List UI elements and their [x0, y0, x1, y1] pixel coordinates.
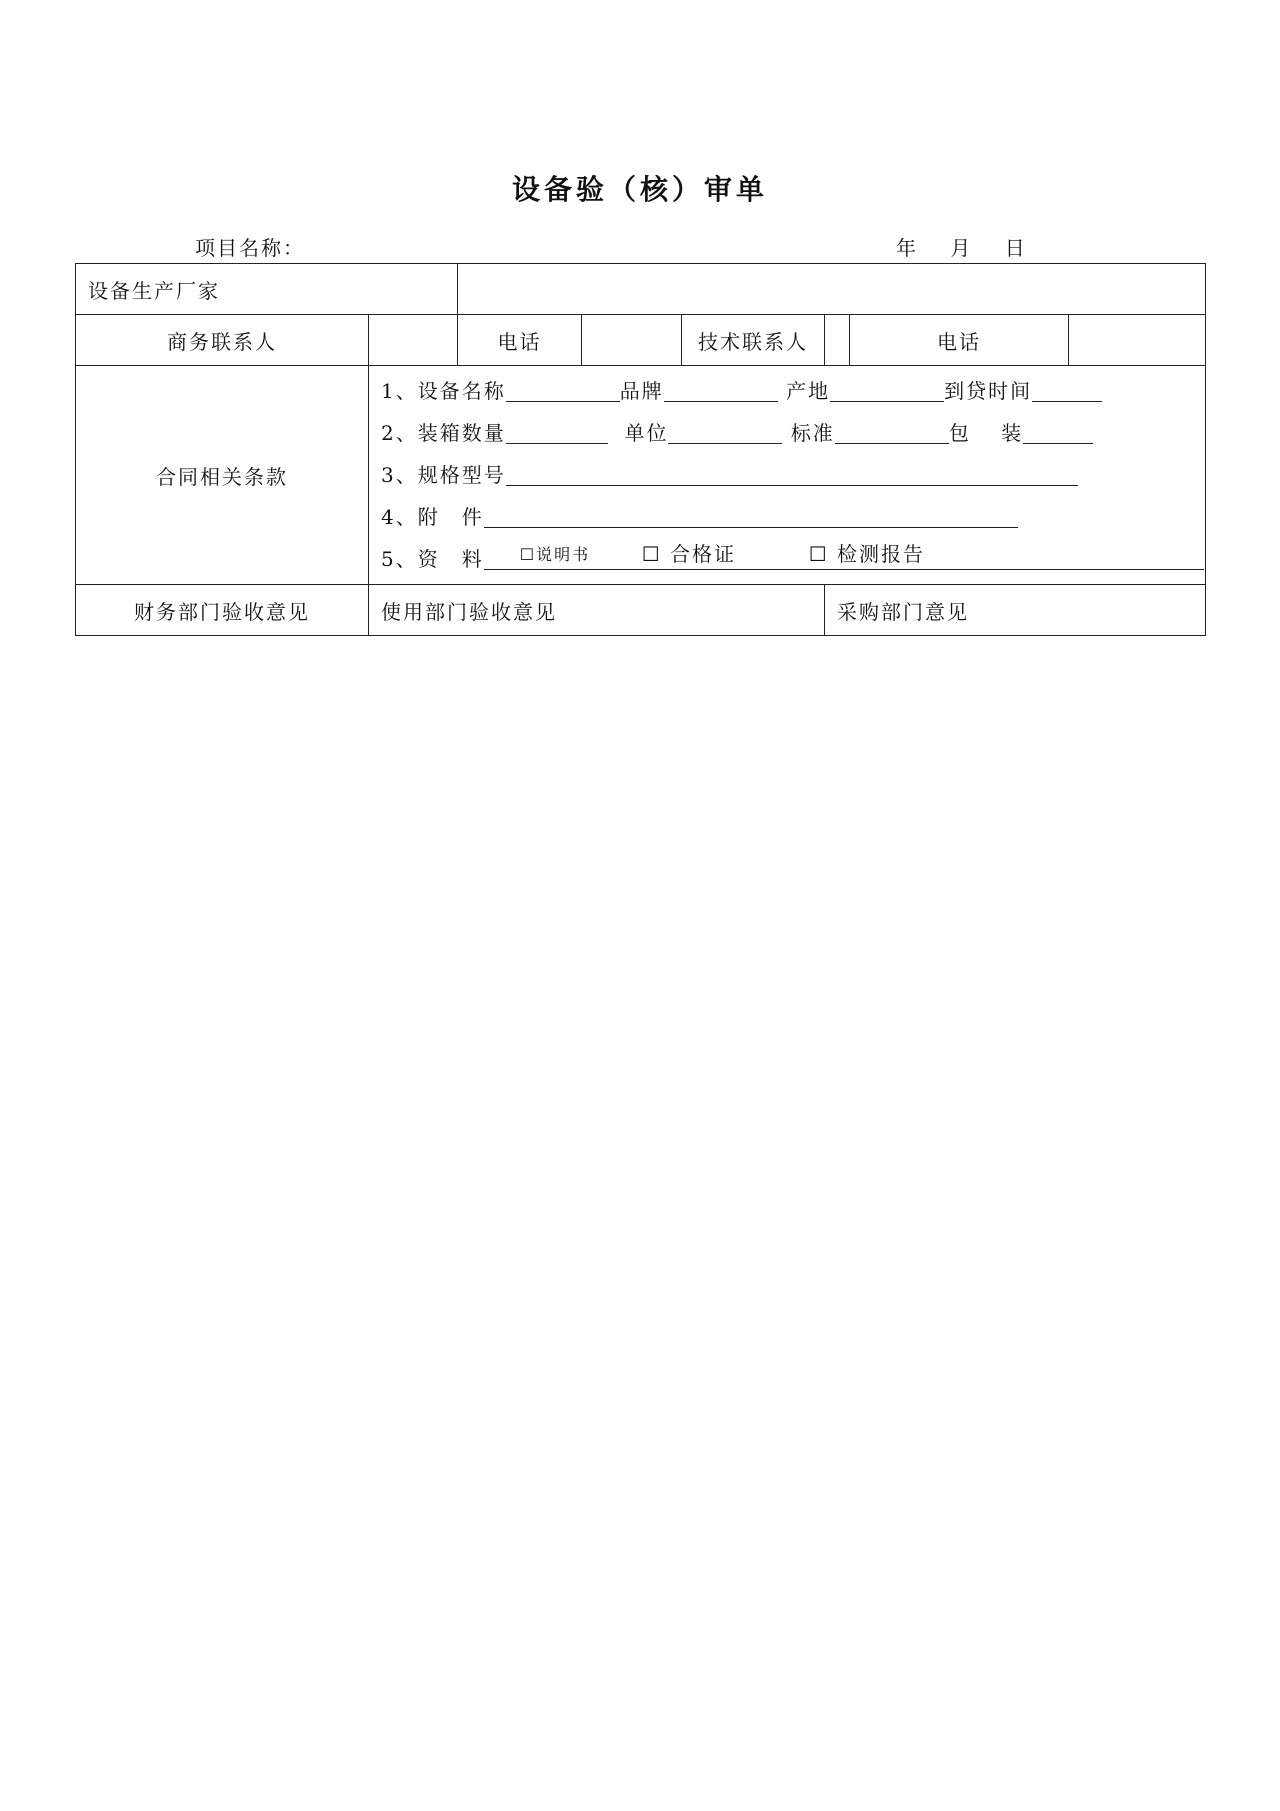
accessories-blank[interactable]: [484, 501, 1018, 528]
manual-checkbox[interactable]: ☐说明书: [519, 545, 591, 564]
delivery-time-blank[interactable]: [1032, 375, 1102, 402]
day-label: 日: [1004, 236, 1027, 260]
inspection-form-table: [75, 263, 1206, 636]
year-label: 年: [896, 236, 918, 260]
spec-model-blank[interactable]: [506, 459, 1078, 486]
brand-blank[interactable]: [664, 375, 778, 402]
certificate-checkbox[interactable]: ☐ 合格证: [641, 542, 737, 566]
unit-blank[interactable]: [668, 417, 782, 444]
origin-blank[interactable]: [830, 375, 944, 402]
tech-contact-label: 技术联系人: [682, 315, 825, 366]
phone-field-2[interactable]: [1069, 315, 1206, 366]
box-quantity-blank[interactable]: [506, 417, 608, 444]
contract-terms-content: [369, 366, 1206, 585]
equipment-name-blank[interactable]: [506, 375, 620, 402]
page-title: 设备验（核）审单: [511, 173, 768, 206]
terms-line-4: 4、附 件: [381, 496, 1193, 538]
manufacturer-label: 设备生产厂家: [76, 264, 458, 315]
phone-label-2: 电话: [850, 315, 1069, 366]
terms-line-2: 2、装箱数量 单位 标准 包 装: [381, 412, 1193, 454]
phone-label-1: 电话: [458, 315, 582, 366]
manufacturer-field[interactable]: [458, 264, 1206, 315]
terms-line-1: 1、设备名称 品牌 产地 到贷时间: [381, 370, 1193, 412]
standard-blank[interactable]: [835, 417, 949, 444]
test-report-checkbox[interactable]: ☐ 检测报告: [808, 542, 926, 566]
project-name-label: 项目名称：: [195, 236, 305, 260]
finance-opinion-label: 财务部门验收意见: [76, 585, 369, 636]
terms-line-5: 5、资 料 ☐说明书 ☐ 合格证 ☐ 检测报告: [381, 538, 1193, 580]
month-label: 月: [950, 236, 973, 260]
purchase-opinion-label: 采购部门意见: [825, 585, 1206, 636]
date-line: [896, 232, 1051, 261]
package-blank[interactable]: [1023, 417, 1093, 444]
phone-field-1[interactable]: [582, 315, 682, 366]
terms-line-3: 3、规格型号: [381, 454, 1193, 496]
business-contact-field[interactable]: [369, 315, 458, 366]
business-contact-label: 商务联系人: [76, 315, 369, 366]
contract-terms-label: 合同相关条款: [76, 366, 369, 585]
user-opinion-label: 使用部门验收意见: [369, 585, 825, 636]
documents-blank: [484, 543, 1204, 570]
tech-contact-field[interactable]: [825, 315, 850, 366]
